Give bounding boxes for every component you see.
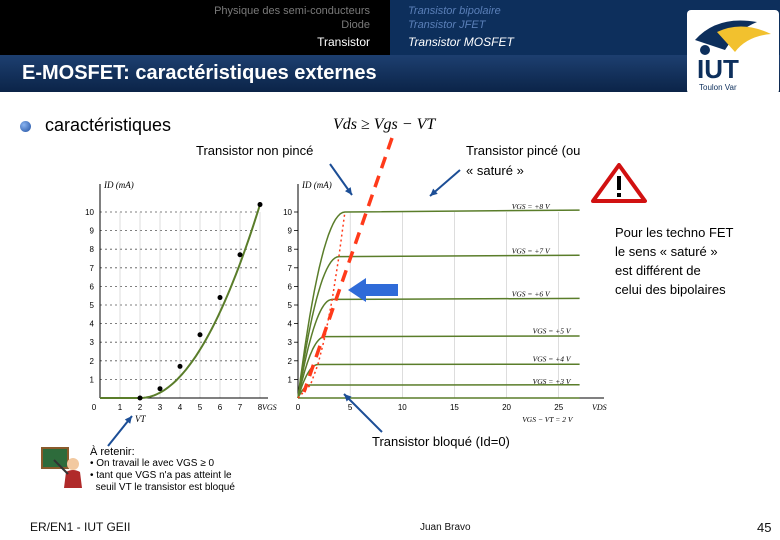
note-line: le sens « saturé » [615, 244, 718, 259]
chart1-data-point [258, 202, 263, 207]
chart2-x-tick-label: 0 [295, 403, 301, 412]
chart1-data-point [138, 396, 143, 401]
retenir-line-text: seuil VT le transistor est bloqué [95, 482, 235, 493]
chart1-x-label: VGS [262, 403, 277, 412]
retenir-line: • On travail le avec VGS ≥ 0 [90, 458, 215, 469]
chart1-y-tick-label: 4 [89, 319, 94, 329]
note-line: Pour les techno FET [615, 225, 734, 240]
retenir-line-text: tant que VGS n'a pas atteint le [96, 470, 232, 481]
footer-author: Juan Bravo [420, 522, 471, 533]
retenir-line [90, 482, 235, 494]
chart2-series-curve [298, 210, 580, 398]
chart1-y-tick-label: 8 [89, 245, 94, 255]
chart2-y-tick-label: 4 [287, 319, 292, 329]
chart2-series-curve [298, 385, 580, 398]
chart1-data-point [178, 364, 183, 369]
chart1-data-point [198, 332, 203, 337]
chart1-data-point [218, 295, 223, 300]
chart2-y-tick-label: 3 [287, 338, 292, 348]
chart2-x-tick-label: 10 [397, 403, 407, 412]
arrow-bloque [344, 394, 382, 432]
chart1-y-tick-label: 7 [89, 263, 94, 273]
footer-left: ER/EN1 - IUT GEII [30, 520, 131, 534]
chart1-y-tick-label: 6 [89, 282, 94, 292]
saturation-formula: Vds ≥ Vgs − VT [333, 116, 436, 133]
chart2-y-tick-label: 8 [287, 245, 292, 255]
nav-item-bipolar[interactable]: Transistor bipolaire [408, 5, 501, 17]
chart1-x-tick-label: 2 [137, 403, 143, 412]
chart2-y-tick-label: 9 [287, 226, 292, 236]
chart1-data-point [158, 386, 163, 391]
nav-item-diode[interactable]: Diode [341, 19, 370, 31]
chart1-x-tick-label: 4 [177, 403, 183, 412]
chart1-x-tick-label: 7 [237, 403, 243, 412]
chart2-x-tick-label: 15 [449, 403, 459, 412]
label-pince-line1: Transistor pincé (ou [466, 143, 581, 158]
retenir-block [90, 446, 235, 494]
chart2-y-label: ID (mA) [302, 180, 332, 190]
chart2-y-tick-label: 1 [287, 375, 292, 385]
chart1-y-tick-label: 10 [85, 208, 94, 217]
chart1-y-tick-label: 1 [89, 375, 94, 385]
chart2-series-label: VGS = +5 V [532, 326, 571, 336]
chart2-series-label: VGS = +6 V [511, 289, 550, 299]
chart1-x-tick-label: 1 [117, 403, 123, 412]
chart2-y-tick-label: 7 [287, 263, 292, 273]
chart1-y-label: ID (mA) [104, 180, 134, 190]
chart2-series-curve [298, 336, 580, 398]
teacher-icon [40, 444, 84, 490]
chart2-y-tick-label: 6 [287, 282, 292, 292]
logo-text: IUT [697, 54, 739, 84]
retenir-line-text: On travail le avec VGS ≥ 0 [96, 458, 215, 469]
region-arrow-icon [348, 278, 398, 302]
label-pince-line2: « saturé » [466, 163, 524, 178]
bullet-text: caractéristiques [45, 115, 172, 135]
note-line: est différent de [615, 263, 701, 278]
nav-item-transistor[interactable]: Transistor [317, 35, 370, 49]
chart1-x-tick-label: 6 [217, 403, 223, 412]
retenir-line: • tant que VGS n'a pas atteint le [90, 470, 232, 481]
chart1-x-tick-label: 0 [91, 403, 97, 412]
chart1-data-point [238, 252, 243, 257]
chart2-series-label: VGS = +3 V [532, 376, 571, 386]
nav-item-mosfet[interactable]: Transistor MOSFET [408, 35, 514, 49]
chart2-y-tick-label: 5 [287, 301, 292, 310]
chart1-y-tick-label: 5 [89, 301, 94, 310]
chart1-y-tick-label: 2 [89, 356, 94, 366]
chart2-x-label: VDS [592, 403, 607, 412]
chart2-series-label: VGS − VT = 2 V [522, 415, 573, 424]
chart1-y-tick-label: 3 [89, 338, 94, 348]
slide-title: E-MOSFET: caractéristiques externes [22, 62, 377, 84]
chart2-x-tick-label: 20 [502, 403, 512, 412]
retenir-title: À retenir: [90, 446, 135, 458]
chart1-threshold-label: VT [135, 414, 146, 424]
chart2-y-tick-label: 10 [283, 208, 292, 217]
chart1-y-tick-label: 9 [89, 226, 94, 236]
chart2-x-tick-label: 5 [347, 403, 353, 412]
logo-subtext: Toulon Var [699, 83, 737, 92]
chart2-y-tick-label: 2 [287, 356, 292, 366]
label-non-pince: Transistor non pincé [196, 143, 314, 158]
label-bloque: Transistor bloqué (Id=0) [372, 434, 510, 449]
page-number: 45 [757, 520, 772, 535]
chart2-series-label: VGS = +4 V [532, 354, 571, 364]
chart1-x-tick-label: 3 [157, 403, 163, 412]
chart2-series-label: VGS = +8 V [511, 202, 550, 211]
note-line: celui des bipolaires [615, 282, 726, 297]
region-separator-line [304, 138, 392, 392]
nav-item-jfet[interactable]: Transistor JFET [408, 19, 486, 31]
chart2-x-tick-label: 25 [554, 403, 564, 412]
nav-item-semiconductors[interactable]: Physique des semi-conducteurs [214, 5, 370, 17]
chart1-x-tick-label: 8 [257, 403, 263, 412]
chart2-series-label: VGS = +7 V [511, 246, 550, 256]
chart1-x-tick-label: 5 [197, 403, 203, 412]
